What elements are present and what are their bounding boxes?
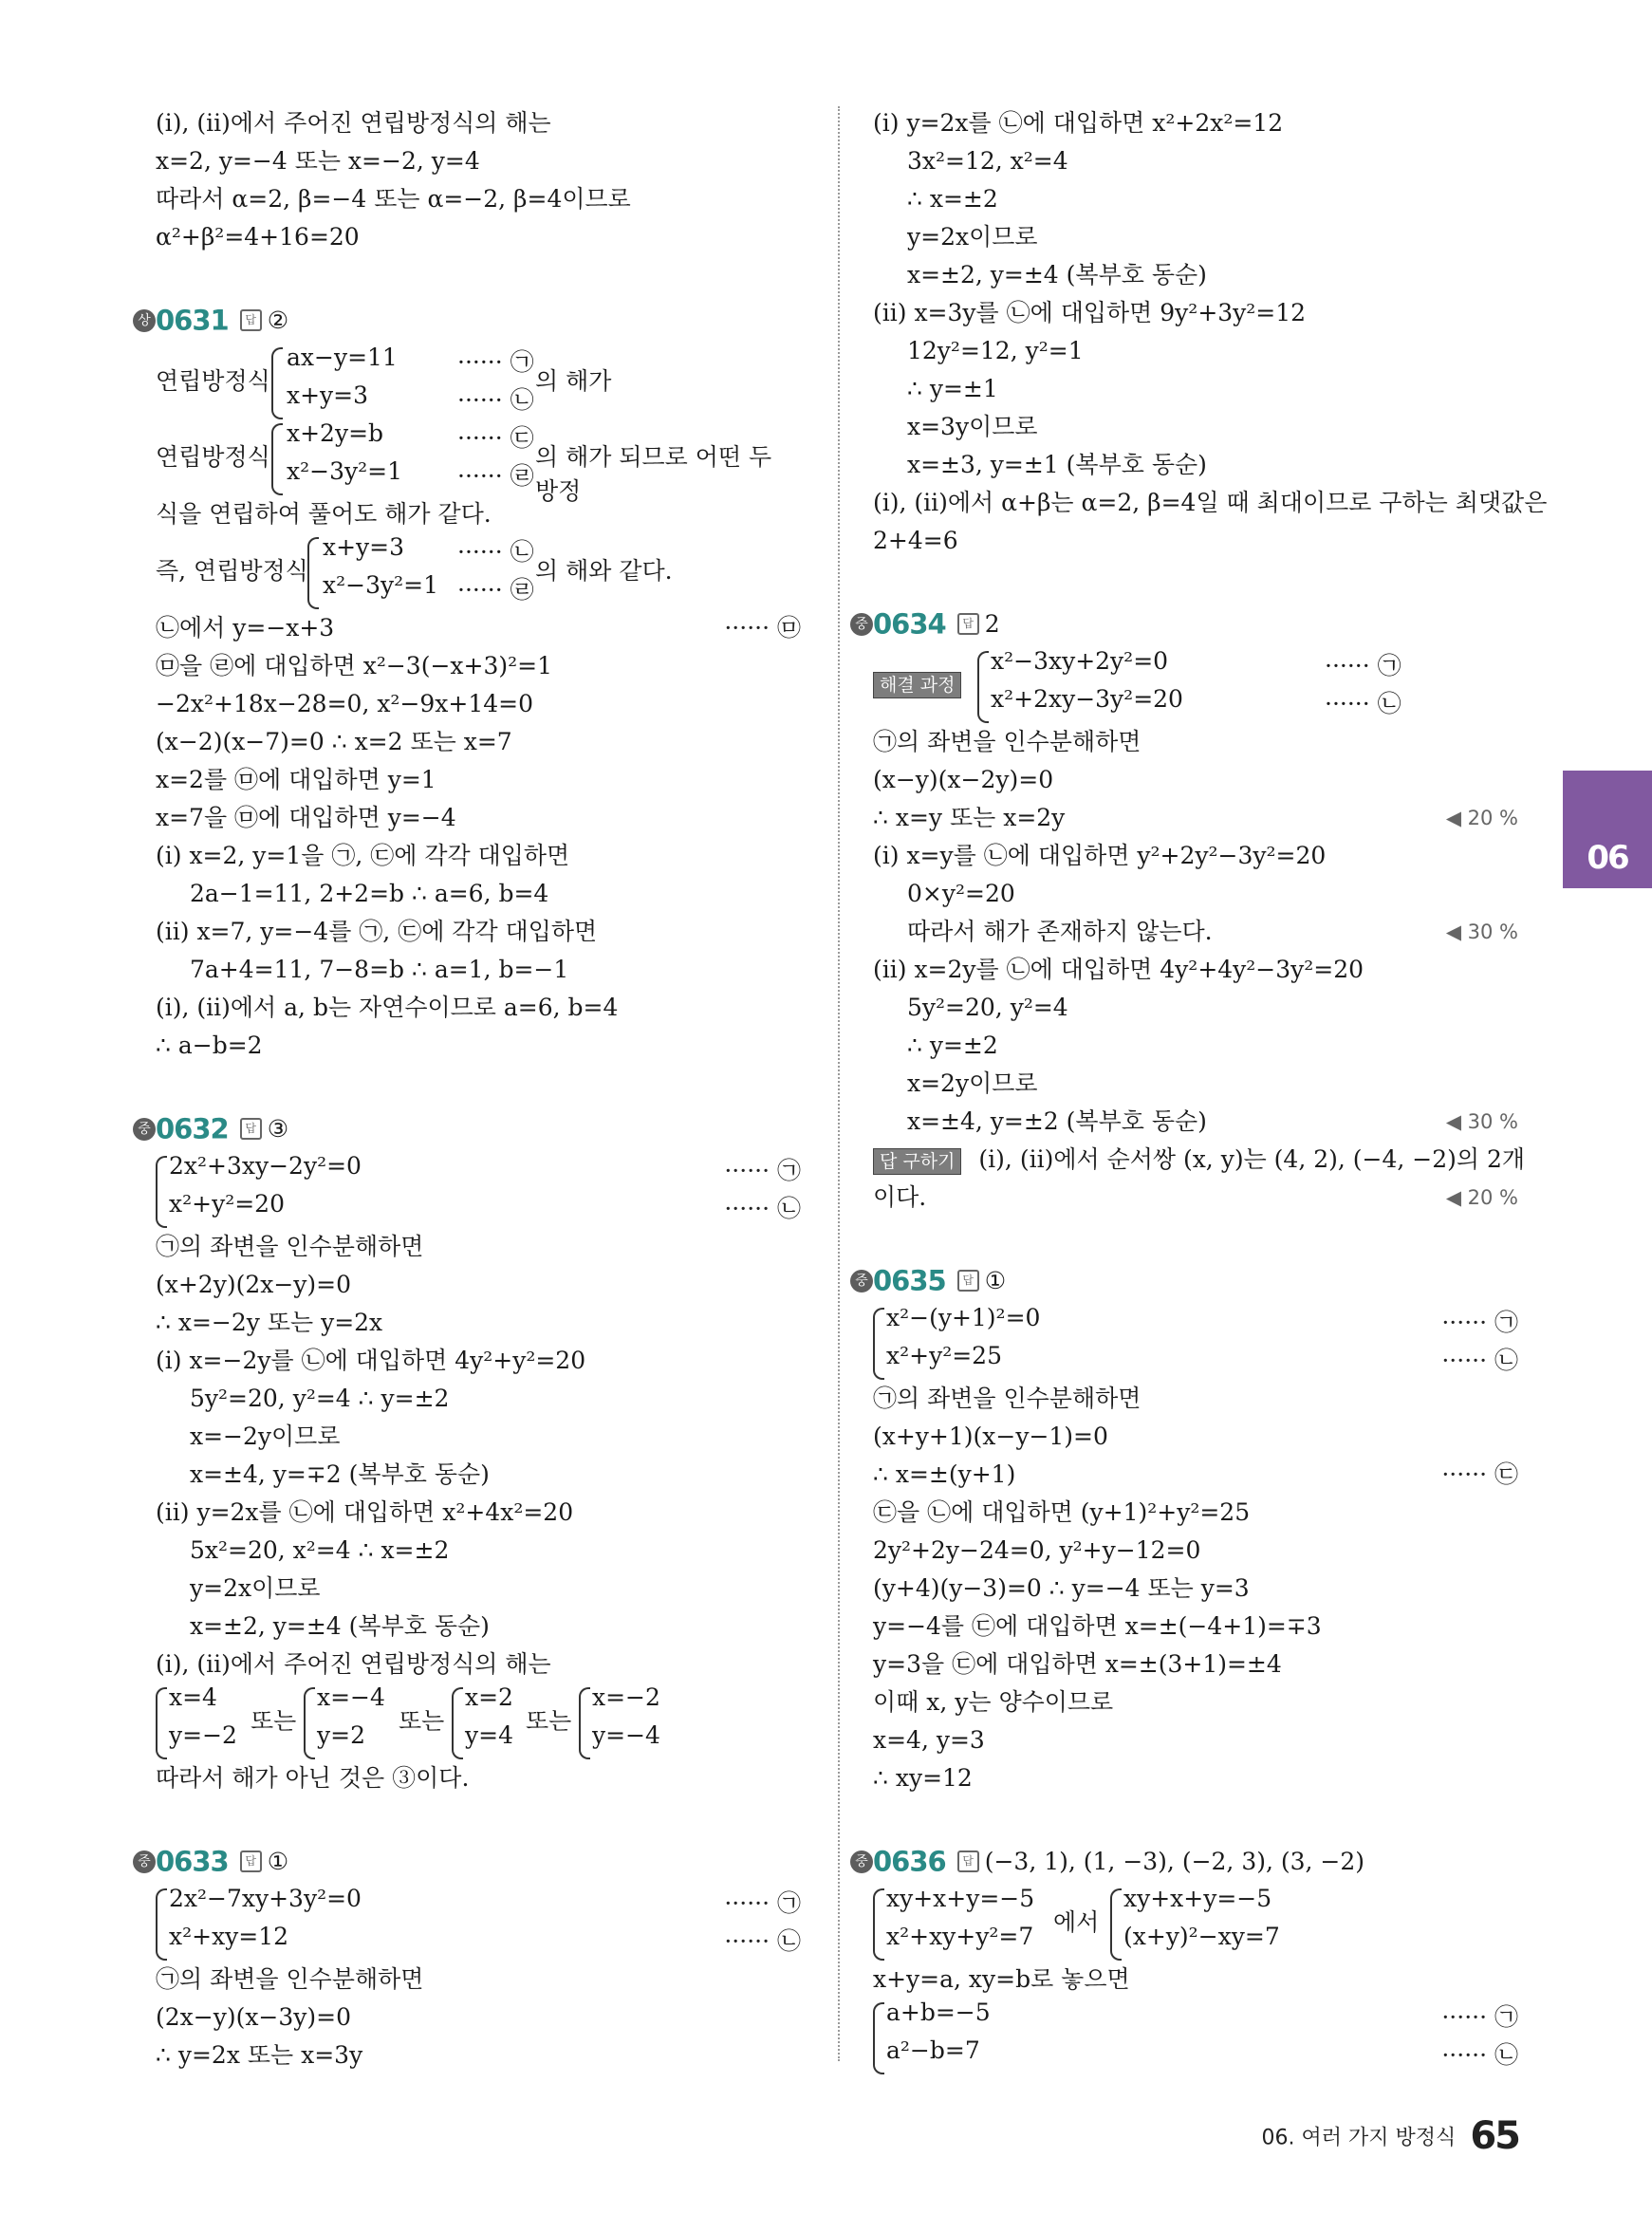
answer-mark: 답 <box>957 1270 979 1292</box>
solution-line: ∴ y=±2 <box>907 1032 998 1059</box>
solution-line: 12y²=12, y²=1 <box>907 337 1084 364</box>
answer: ① <box>984 1266 1007 1294</box>
level-badge: 중 <box>133 1118 156 1141</box>
solution-line: (x+2y)(2x−y)=0 <box>156 1271 352 1298</box>
problem-header-0632 <box>133 1103 801 1152</box>
solution-0633-continued <box>873 104 1548 560</box>
solution-line: 따라서 해가 존재하지 않는다. ◀ 30 % <box>873 913 1518 951</box>
answer: 2 <box>984 609 1000 638</box>
problem-number: 0634 <box>873 607 946 641</box>
chapter-number: 06 <box>1587 839 1628 877</box>
level-badge: 중 <box>850 613 873 636</box>
level-badge: 중 <box>133 1850 156 1873</box>
system-0631-a: 연립방정식 ax−y=11 x+y=3 ······ ㉠ ······ ㉡ 의 해가 <box>156 344 801 419</box>
equation-tag: ······ ㉤ <box>724 614 801 642</box>
solution-line: 2y²+2y−24=0, y²+y−12=0 <box>873 1536 1201 1564</box>
solution-line: 7a+4=11, 7−8=b ∴ a=1, b=−1 <box>190 956 569 983</box>
solution-set-0632: x=4 y=−2 또는 x=−4 y=2 또는 x=2 y=4 또는 x=−2 y=−4 <box>156 1683 801 1759</box>
column-divider <box>838 106 840 2061</box>
answer: ② <box>267 306 289 334</box>
intro-lines <box>156 104 801 256</box>
solution-line: 이때 x, y는 양수이므로 <box>873 1688 1114 1716</box>
solution-line: (i) x=−2y를 ㉡에 대입하면 4y²+y²=20 <box>156 1347 586 1374</box>
level-badge: 상 <box>133 309 156 332</box>
solution-line: (ii) x=7, y=−4를 ㉠, ㉢에 각각 대입하면 <box>156 918 598 945</box>
solution-line: ㉤을 ㉣에 대입하면 x²−3(−x+3)²=1 <box>156 652 552 679</box>
score-percent: ◀ 20 % <box>1445 1186 1518 1209</box>
solution-line: 2+4=6 <box>873 527 958 554</box>
solution-0632 <box>156 1228 801 1683</box>
answer-mark: 답 <box>240 309 262 331</box>
solution-line: x=2y이므로 <box>907 1069 1038 1097</box>
problem-number: 0633 <box>156 1845 229 1878</box>
problem-header-0634 <box>850 598 1518 647</box>
answer: (−3, 1), (1, −3), (−2, 3), (3, −2) <box>984 1847 1365 1875</box>
left-column <box>138 104 801 2074</box>
solution-line: (x+y+1)(x−y−1)=0 <box>873 1423 1108 1450</box>
solution-line: y=3을 ㉢에 대입하면 x=±(3+1)=±4 <box>873 1650 1282 1678</box>
solution-line: (i) y=2x를 ㉡에 대입하면 x²+2x²=12 <box>873 109 1284 137</box>
solution-line: (i), (ii)에서 주어진 연립방정식의 해는 <box>156 109 551 137</box>
level-badge: 중 <box>850 1850 873 1873</box>
level-badge: 중 <box>850 1270 873 1292</box>
text-line: 식을 연립하여 풀어도 해가 같다. <box>156 500 492 528</box>
solution-line: 따라서 α=2, β=−4 또는 α=−2, β=4이므로 <box>156 185 631 213</box>
solution-line: (ii) y=2x를 ㉡에 대입하면 x²+4x²=20 <box>156 1498 574 1526</box>
answer-step-end: 이다. ◀ 20 % <box>873 1179 1518 1217</box>
solution-line: ㉢을 ㉡에 대입하면 (y+1)²+y²=25 <box>873 1498 1251 1526</box>
text-line: x+y=a, xy=b로 놓으면 <box>873 1965 1130 1993</box>
solution-line: (i), (ii)에서 주어진 연립방정식의 해는 <box>156 1650 551 1678</box>
footer-chapter-title: 06. 여러 가지 방정식 <box>1261 2126 1457 2150</box>
system-0633: 2x²−7xy+3y²=0 x²+xy=12 ······ ㉠ ······ ㉡ <box>156 1885 801 1961</box>
right-column <box>855 104 1548 2074</box>
solution-line: 5y²=20, y²=4 ∴ y=±2 <box>190 1385 450 1412</box>
step-label-answer: 답 구하기 <box>873 1148 961 1175</box>
equation-tag: ······ ㉢ <box>1441 1460 1518 1488</box>
score-percent: ◀ 30 % <box>1445 921 1518 943</box>
answer: ① <box>267 1847 289 1875</box>
solution-line: 5x²=20, x²=4 ∴ x=±2 <box>190 1536 450 1564</box>
solution-line: (i), (ii)에서 a, b는 자연수이므로 a=6, b=4 <box>156 994 619 1021</box>
problem-header-0633 <box>133 1835 801 1885</box>
solution-line: ㉠의 좌변을 인수분해하면 <box>873 728 1142 755</box>
solution-0633 <box>156 1961 801 2074</box>
answer-mark: 답 <box>240 1850 262 1872</box>
solution-line: x=3y이므로 <box>907 413 1038 440</box>
solution-line: x=±3, y=±1 (복부호 동순) <box>907 451 1207 478</box>
solution-line: (i) x=2, y=1을 ㉠, ㉢에 각각 대입하면 <box>156 842 570 869</box>
solution-line: ㉠의 좌변을 인수분해하면 <box>156 1965 424 1993</box>
solution-line: (ii) x=3y를 ㉡에 대입하면 9y²+3y²=12 <box>873 299 1307 326</box>
solution-line: x=±2, y=±4 (복부호 동순) <box>190 1612 490 1640</box>
solution-line: ∴ x=±(y+1) ······ ㉢ <box>873 1456 1518 1494</box>
solution-line: ∴ x=y 또는 x=2y ◀ 20 % <box>873 799 1518 837</box>
problem-header-0636 <box>850 1835 1518 1885</box>
solution-line: x=−2y이므로 <box>190 1423 341 1450</box>
solution-line: (2x−y)(x−3y)=0 <box>156 2003 352 2031</box>
text-line: 따라서 해가 아닌 것은 ③이다. <box>156 1764 470 1792</box>
solution-line: y=−4를 ㉢에 대입하면 x=±(−4+1)=∓3 <box>873 1612 1322 1640</box>
system-0631-b: 연립방정식 x+2y=b x²−3y²=1 ······ ㉢ ······ ㉣ 의 해가 되므로 어떤 두 방정 <box>156 419 772 505</box>
solution-line: x=2, y=−4 또는 x=−2, y=4 <box>156 147 480 175</box>
solution-line: ㉠의 좌변을 인수분해하면 <box>873 1385 1142 1412</box>
solution-line: 0×y²=20 <box>907 880 1015 907</box>
problem-number: 0635 <box>873 1264 946 1297</box>
problem-number: 0631 <box>156 304 229 337</box>
answer: ③ <box>267 1114 289 1143</box>
solution-line: (i) x=y를 ㉡에 대입하면 y²+2y²−3y²=20 <box>873 842 1327 869</box>
solution-line: x=7을 ㉤에 대입하면 y=−4 <box>156 804 456 831</box>
answer-mark: 답 <box>240 1118 262 1140</box>
solution-line: y=2x이므로 <box>907 223 1038 251</box>
solution-line: α²+β²=4+16=20 <box>156 223 360 251</box>
answer-mark: 답 <box>957 613 979 635</box>
solution-0634 <box>873 723 1518 1141</box>
solution-line: (i), (ii)에서 α+β는 α=2, β=4일 때 최대이므로 구하는 최댓값은 <box>873 489 1548 516</box>
system-0634: 해결 과정 x²−3xy+2y²=0 x²+2xy−3y²=20 ······ ㉠ ······ ㉡ <box>873 647 1518 723</box>
solution-line: x=±2, y=±4 (복부호 동순) <box>907 261 1207 288</box>
system-0632: 2x²+3xy−2y²=0 x²+y²=20 ······ ㉠ ······ ㉡ <box>156 1152 801 1228</box>
chapter-side-tab <box>1563 771 1652 888</box>
problem-header-0631 <box>133 294 801 344</box>
solution-line: ∴ x=±2 <box>907 185 998 213</box>
solution-line: x=±4, y=∓2 (복부호 동순) <box>190 1460 490 1488</box>
solution-line: ∴ y=2x 또는 x=3y <box>156 2041 363 2069</box>
solution-0635 <box>873 1380 1518 1797</box>
page-footer <box>1262 2114 1520 2158</box>
step-label-process: 해결 과정 <box>873 672 961 698</box>
solution-line: ∴ x=−2y 또는 y=2x <box>156 1309 383 1336</box>
solution-line: (x−2)(x−7)=0 ∴ x=2 또는 x=7 <box>156 728 512 755</box>
system-0631-c: 즉, 연립방정식 x+y=3 x²−3y²=1 ······ ㉡ ······ ㉣ 의 해와 같다. <box>156 533 801 609</box>
answer-mark: 답 <box>957 1850 979 1872</box>
solution-0631 <box>156 609 801 1065</box>
solution-line: 5y²=20, y²=4 <box>907 994 1068 1021</box>
solution-line: (y+4)(y−3)=0 ∴ y=−4 또는 y=3 <box>873 1574 1250 1602</box>
solution-line: ∴ xy=12 <box>873 1764 973 1792</box>
system-0636-transform: xy+x+y=−5 x²+xy+y²=7 에서 xy+x+y=−5 (x+y)²−xy=7 <box>873 1885 1518 1961</box>
solution-line: 2a−1=11, 2+2=b ∴ a=6, b=4 <box>190 880 549 907</box>
solution-line: ㉡에서 y=−x+3 ······ ㉤ <box>156 609 801 647</box>
solution-line: 3x²=12, x²=4 <box>907 147 1068 175</box>
system-0636: a+b=−5 a²−b=7 ······ ㉠ ······ ㉡ <box>873 1999 1518 2074</box>
solution-line: (ii) x=2y를 ㉡에 대입하면 4y²+4y²−3y²=20 <box>873 956 1364 983</box>
answer-step-line: 답 구하기 (i), (ii)에서 순서쌍 (x, y)는 (4, 2), (−4, −2)의 2개 <box>873 1141 1518 1179</box>
problem-header-0635 <box>850 1255 1518 1304</box>
solution-line: y=2x이므로 <box>190 1574 321 1602</box>
solution-line: −2x²+18x−28=0, x²−9x+14=0 <box>156 690 534 717</box>
solution-line: x=±4, y=±2 (복부호 동순) ◀ 30 % <box>873 1103 1518 1141</box>
solution-line: ∴ a−b=2 <box>156 1032 263 1059</box>
solution-line: x=4, y=3 <box>873 1726 985 1754</box>
system-0635: x²−(y+1)²=0 x²+y²=25 ······ ㉠ ······ ㉡ <box>873 1304 1518 1380</box>
problem-number: 0632 <box>156 1112 229 1145</box>
problem-number: 0636 <box>873 1845 946 1878</box>
page-number: 65 <box>1470 2114 1519 2158</box>
solution-line: x=2를 ㉤에 대입하면 y=1 <box>156 766 436 793</box>
solution-line: ∴ y=±1 <box>907 375 998 402</box>
solution-line: (x−y)(x−2y)=0 <box>873 766 1054 793</box>
score-percent: ◀ 30 % <box>1445 1110 1518 1133</box>
solution-line: ㉠의 좌변을 인수분해하면 <box>156 1233 424 1260</box>
score-percent: ◀ 20 % <box>1445 807 1518 829</box>
